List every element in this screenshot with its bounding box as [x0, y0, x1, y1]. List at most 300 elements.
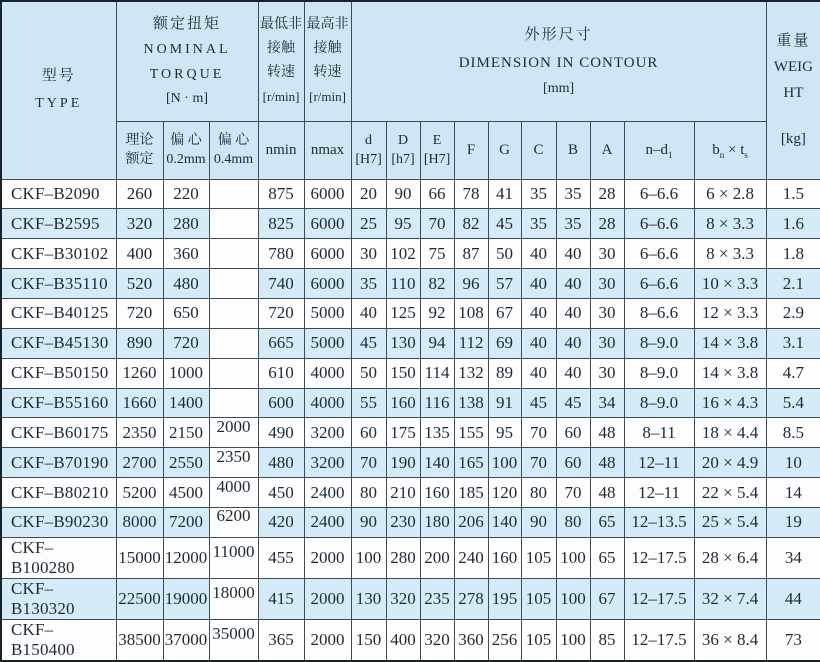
data-cell: 720: [258, 298, 304, 328]
data-cell: 35: [556, 179, 590, 209]
header-dim-unit: [mm]: [543, 81, 575, 97]
data-cell: 320: [386, 578, 420, 619]
data-cell: 28 × 6.4: [694, 537, 766, 578]
data-cell: 22500: [116, 578, 163, 619]
subheader-B: B: [556, 121, 590, 179]
data-cell: 55: [351, 388, 386, 418]
subheader-D-l1: D: [397, 133, 409, 148]
data-cell: [209, 209, 258, 239]
subheader-ecc02: [163, 121, 209, 179]
data-cell: 70: [556, 478, 590, 508]
data-cell: 102: [386, 239, 420, 269]
data-cell: 665: [258, 328, 304, 358]
data-cell: 890: [116, 328, 163, 358]
subheader-G: G: [488, 121, 521, 179]
data-cell: 48: [590, 478, 624, 508]
data-cell: 480: [258, 448, 304, 478]
data-cell: 108: [454, 298, 488, 328]
table-row: [1, 388, 820, 418]
header-nmax-group: [304, 1, 351, 121]
data-cell: 30: [590, 358, 624, 388]
data-cell: 40: [521, 239, 556, 269]
data-cell: 280: [163, 209, 209, 239]
data-cell: 40: [556, 239, 590, 269]
data-cell: 720: [163, 328, 209, 358]
table-row: [1, 578, 820, 619]
data-cell: 40: [556, 269, 590, 299]
data-cell: 230: [386, 507, 420, 537]
data-cell: 40: [521, 328, 556, 358]
header-nmin-unit: [r/min]: [262, 89, 300, 105]
data-cell: 69: [488, 328, 521, 358]
subheader-bnts-bsub: n: [719, 149, 725, 160]
data-cell: 110: [386, 269, 420, 299]
table-body: [1, 179, 820, 661]
data-cell: 206: [454, 507, 488, 537]
data-cell: 180: [420, 507, 454, 537]
data-cell: 365: [258, 619, 304, 661]
data-cell: 35: [521, 209, 556, 239]
data-cell: 360: [163, 239, 209, 269]
data-cell: 190: [386, 448, 420, 478]
header-torque-group: [116, 1, 258, 121]
data-cell: 114: [420, 358, 454, 388]
data-cell: 400: [386, 619, 420, 661]
data-cell: 105: [521, 578, 556, 619]
data-cell: 150: [351, 619, 386, 661]
data-cell: 138: [454, 388, 488, 418]
header-torque-en1: NOMINAL: [143, 41, 231, 57]
data-cell: 8000: [116, 507, 163, 537]
table-row: [1, 507, 820, 537]
data-cell: 12–11: [624, 448, 694, 478]
subheader-bnts-t: t: [740, 141, 745, 158]
header-nmin-l2: 接触: [267, 41, 296, 57]
data-cell: 36 × 8.4: [694, 619, 766, 661]
subheader-nmin: nmin: [258, 121, 304, 179]
data-cell: [209, 239, 258, 269]
data-cell: 28: [590, 209, 624, 239]
ecc04-value: 4000: [216, 477, 251, 496]
header-nmax-l1: 最高非: [306, 17, 349, 33]
subheader-bnts-times: ×: [724, 141, 741, 158]
subheader-d-l2: [H7]: [355, 152, 382, 167]
data-cell: 5000: [304, 328, 351, 358]
data-cell: 65: [590, 507, 624, 537]
data-cell: 6000: [304, 179, 351, 209]
data-cell: 16 × 4.3: [694, 388, 766, 418]
data-cell: 10: [766, 448, 820, 478]
data-cell: 1000: [163, 358, 209, 388]
header-type: [1, 1, 116, 179]
header-torque-cn: 额定扭矩: [153, 15, 222, 32]
data-cell: 25: [351, 209, 386, 239]
data-cell: 1.8: [766, 239, 820, 269]
data-cell: 5000: [304, 298, 351, 328]
data-cell: 70: [351, 448, 386, 478]
ecc04-value: 2350: [216, 447, 251, 466]
data-cell: 875: [258, 179, 304, 209]
data-cell: 87: [454, 239, 488, 269]
data-cell: [209, 537, 258, 578]
data-cell: 185: [454, 478, 488, 508]
subheader-bnts-b: b: [712, 141, 720, 158]
data-cell: [209, 507, 258, 537]
data-cell: 2550: [163, 448, 209, 478]
data-cell: 720: [116, 298, 163, 328]
data-cell: 6–6.6: [624, 239, 694, 269]
data-cell: 90: [386, 179, 420, 209]
data-cell: 8.5: [766, 418, 820, 448]
data-cell: 160: [488, 537, 521, 578]
header-nmax-l3: 转速: [313, 65, 342, 81]
data-cell: 130: [351, 578, 386, 619]
data-cell: 4500: [163, 478, 209, 508]
subheader-A: A: [590, 121, 624, 179]
data-cell: 6–6.6: [624, 269, 694, 299]
subheader-d-l1: d: [365, 133, 373, 148]
data-cell: 45: [521, 388, 556, 418]
data-cell: [209, 448, 258, 478]
data-cell: 100: [351, 537, 386, 578]
table-row: [1, 239, 820, 269]
header-weight-en2: HT: [783, 85, 804, 102]
data-cell: 480: [163, 269, 209, 299]
subheader-D-l2: [h7]: [391, 152, 415, 167]
data-cell: 3.1: [766, 328, 820, 358]
table-row: [1, 328, 820, 358]
data-cell: 48: [590, 448, 624, 478]
data-cell: 450: [258, 478, 304, 508]
data-cell: 70: [420, 209, 454, 239]
subheader-C: C: [521, 121, 556, 179]
data-cell: 3200: [304, 448, 351, 478]
type-cell: CKF–B30102: [1, 239, 116, 269]
data-cell: 490: [258, 418, 304, 448]
data-cell: 8–9.0: [624, 328, 694, 358]
data-cell: [209, 269, 258, 299]
data-cell: 100: [556, 619, 590, 661]
data-cell: 35: [521, 179, 556, 209]
header-type-cn: 型号: [41, 68, 76, 85]
type-cell: CKF–B130320: [1, 578, 116, 619]
subheader-E: [420, 121, 454, 179]
ecc04-value: 6200: [216, 507, 251, 526]
data-cell: 1.6: [766, 209, 820, 239]
data-cell: 6000: [304, 269, 351, 299]
data-cell: 50: [488, 239, 521, 269]
subheader-theory: [116, 121, 163, 179]
header-nmin-l3: 转速: [267, 65, 296, 81]
data-cell: 60: [556, 418, 590, 448]
data-cell: 18 × 4.4: [694, 418, 766, 448]
subheader-bnts-tsub: s: [744, 149, 748, 160]
data-cell: 235: [420, 578, 454, 619]
data-cell: 420: [258, 507, 304, 537]
data-cell: 22 × 5.4: [694, 478, 766, 508]
data-cell: 14 × 3.8: [694, 328, 766, 358]
data-cell: 6–6.6: [624, 209, 694, 239]
data-cell: 40: [521, 358, 556, 388]
data-cell: 1260: [116, 358, 163, 388]
data-cell: 67: [590, 578, 624, 619]
data-cell: 40: [556, 358, 590, 388]
header-weight-cn: 重量: [776, 33, 811, 50]
data-cell: 5200: [116, 478, 163, 508]
table-row: [1, 269, 820, 299]
data-cell: 40: [556, 298, 590, 328]
data-cell: 38500: [116, 619, 163, 661]
data-cell: 2400: [304, 478, 351, 508]
subheader-ecc04: [209, 121, 258, 179]
type-cell: CKF–B2090: [1, 179, 116, 209]
data-cell: 95: [488, 418, 521, 448]
data-cell: 67: [488, 298, 521, 328]
data-cell: 600: [258, 388, 304, 418]
ecc04-value: 2000: [216, 417, 251, 436]
header-type-en: TYPE: [35, 96, 83, 112]
data-cell: 320: [116, 209, 163, 239]
data-cell: 740: [258, 269, 304, 299]
subheader-E-l1: E: [432, 133, 442, 148]
data-cell: 140: [488, 507, 521, 537]
data-cell: 7200: [163, 507, 209, 537]
subheader-F: F: [454, 121, 488, 179]
table-row: [1, 179, 820, 209]
type-cell: CKF–B70190: [1, 448, 116, 478]
data-cell: 132: [454, 358, 488, 388]
data-cell: 150: [386, 358, 420, 388]
data-cell: 92: [420, 298, 454, 328]
data-cell: 160: [386, 388, 420, 418]
data-cell: 2000: [304, 578, 351, 619]
data-cell: 6 × 2.8: [694, 179, 766, 209]
data-cell: 45: [556, 388, 590, 418]
data-cell: 80: [556, 507, 590, 537]
data-cell: 140: [420, 448, 454, 478]
data-cell: 80: [521, 478, 556, 508]
data-cell: 60: [556, 448, 590, 478]
data-cell: 14 × 3.8: [694, 358, 766, 388]
ecc04-value: 11000: [212, 541, 255, 561]
data-cell: 12–13.5: [624, 507, 694, 537]
data-cell: 6–6.6: [624, 179, 694, 209]
data-cell: 2000: [304, 537, 351, 578]
data-cell: 30: [590, 328, 624, 358]
data-cell: 155: [454, 418, 488, 448]
header-nmin-group: [258, 1, 304, 121]
data-cell: 130: [386, 328, 420, 358]
table-row: [1, 418, 820, 448]
data-cell: 360: [454, 619, 488, 661]
data-cell: 89: [488, 358, 521, 388]
subheader-bnts: [694, 121, 766, 179]
data-cell: 41: [488, 179, 521, 209]
data-cell: 260: [116, 179, 163, 209]
data-cell: 30: [351, 239, 386, 269]
data-cell: 256: [488, 619, 521, 661]
header-weight-en1: WEIG: [773, 59, 813, 76]
data-cell: [209, 298, 258, 328]
data-cell: 35: [556, 209, 590, 239]
table-row: [1, 478, 820, 508]
subheader-ecc04-l2: 0.4mm: [213, 152, 254, 167]
data-cell: 112: [454, 328, 488, 358]
data-cell: 3200: [304, 418, 351, 448]
table-row: [1, 298, 820, 328]
data-cell: 125: [386, 298, 420, 328]
subheader-theory-l2: 额定: [125, 152, 154, 167]
data-cell: [209, 179, 258, 209]
table-header: [1, 1, 820, 179]
data-cell: 14: [766, 478, 820, 508]
data-cell: 8 × 3.3: [694, 239, 766, 269]
data-cell: 278: [454, 578, 488, 619]
data-cell: 210: [386, 478, 420, 508]
data-cell: 75: [420, 239, 454, 269]
data-cell: 650: [163, 298, 209, 328]
data-cell: 5.4: [766, 388, 820, 418]
ecc04-value: 18000: [212, 582, 255, 602]
data-cell: 2350: [116, 418, 163, 448]
data-cell: 19000: [163, 578, 209, 619]
table-row: [1, 358, 820, 388]
data-cell: 70: [521, 418, 556, 448]
data-cell: 70: [521, 448, 556, 478]
data-cell: 415: [258, 578, 304, 619]
data-cell: 280: [386, 537, 420, 578]
data-cell: 8–9.0: [624, 358, 694, 388]
type-cell: CKF–B40125: [1, 298, 116, 328]
subheader-ecc04-l1: 偏 心: [217, 133, 250, 148]
data-cell: 1400: [163, 388, 209, 418]
data-cell: 65: [590, 537, 624, 578]
data-cell: 78: [454, 179, 488, 209]
data-cell: 40: [521, 298, 556, 328]
data-cell: 25 × 5.4: [694, 507, 766, 537]
subheader-ecc02-l1: 偏 心: [170, 133, 202, 148]
data-cell: 520: [116, 269, 163, 299]
data-cell: 30: [590, 239, 624, 269]
type-cell: CKF–B60175: [1, 418, 116, 448]
subheader-nd1-sub: 1: [668, 149, 673, 160]
data-cell: 45: [351, 328, 386, 358]
data-cell: 165: [454, 448, 488, 478]
table-row: [1, 448, 820, 478]
type-cell: CKF–B90230: [1, 507, 116, 537]
data-cell: 96: [454, 269, 488, 299]
data-cell: 455: [258, 537, 304, 578]
subheader-d: [351, 121, 386, 179]
data-cell: [209, 388, 258, 418]
data-cell: 2.9: [766, 298, 820, 328]
data-cell: 90: [521, 507, 556, 537]
data-cell: 60: [351, 418, 386, 448]
data-cell: 34: [590, 388, 624, 418]
data-cell: 15000: [116, 537, 163, 578]
data-cell: 1660: [116, 388, 163, 418]
data-cell: 10 × 3.3: [694, 269, 766, 299]
data-cell: 20 × 4.9: [694, 448, 766, 478]
data-cell: 91: [488, 388, 521, 418]
subheader-nd1-base: n–d: [645, 141, 669, 158]
ecc04-value: 35000: [212, 623, 255, 643]
type-cell: CKF–B45130: [1, 328, 116, 358]
data-cell: 8–11: [624, 418, 694, 448]
data-cell: 8–6.6: [624, 298, 694, 328]
type-cell: CKF–B2595: [1, 209, 116, 239]
data-cell: 100: [556, 578, 590, 619]
data-cell: 66: [420, 179, 454, 209]
type-cell: CKF–B50150: [1, 358, 116, 388]
data-cell: 4.7: [766, 358, 820, 388]
subheader-nd1: [624, 121, 694, 179]
type-cell: CKF–B150400: [1, 619, 116, 661]
data-cell: 90: [351, 507, 386, 537]
subheader-E-l2: [H7]: [423, 152, 451, 167]
header-weight-unit: [kg]: [780, 131, 806, 148]
data-cell: 95: [386, 209, 420, 239]
data-cell: 6000: [304, 209, 351, 239]
data-cell: 12–17.5: [624, 578, 694, 619]
data-cell: 100: [556, 537, 590, 578]
subheader-D: [386, 121, 420, 179]
header-torque-en2: TORQUE: [149, 66, 225, 82]
data-cell: 220: [163, 179, 209, 209]
data-cell: 73: [766, 619, 820, 661]
data-cell: 4000: [304, 358, 351, 388]
header-nmin-l1: 最低非: [260, 17, 303, 33]
data-cell: 105: [521, 537, 556, 578]
data-cell: 8–9.0: [624, 388, 694, 418]
subheader-nmax: nmax: [304, 121, 351, 179]
data-cell: 400: [116, 239, 163, 269]
data-cell: 2.1: [766, 269, 820, 299]
data-cell: 44: [766, 578, 820, 619]
data-cell: 12–17.5: [624, 619, 694, 661]
data-cell: 40: [351, 298, 386, 328]
data-cell: 28: [590, 179, 624, 209]
data-cell: 85: [590, 619, 624, 661]
header-nmax-unit: [r/min]: [309, 89, 346, 105]
data-cell: 2400: [304, 507, 351, 537]
data-cell: 45: [488, 209, 521, 239]
data-cell: 4000: [304, 388, 351, 418]
data-cell: [209, 418, 258, 448]
data-cell: 780: [258, 239, 304, 269]
data-cell: 30: [590, 269, 624, 299]
data-cell: 610: [258, 358, 304, 388]
data-cell: 32 × 7.4: [694, 578, 766, 619]
data-cell: [209, 478, 258, 508]
header-nmax-l2: 接触: [313, 41, 342, 57]
header-dim-cn: 外形尺寸: [524, 27, 593, 44]
data-cell: 160: [420, 478, 454, 508]
table-row: [1, 537, 820, 578]
data-cell: 37000: [163, 619, 209, 661]
data-cell: 12–17.5: [624, 537, 694, 578]
data-cell: 195: [488, 578, 521, 619]
header-weight: [766, 1, 820, 179]
data-cell: [209, 328, 258, 358]
data-cell: 2150: [163, 418, 209, 448]
type-cell: CKF–B35110: [1, 269, 116, 299]
data-cell: 6000: [304, 239, 351, 269]
subheader-theory-l1: 理论: [125, 133, 154, 148]
data-cell: 2700: [116, 448, 163, 478]
type-cell: CKF–B80210: [1, 478, 116, 508]
table-row: [1, 209, 820, 239]
